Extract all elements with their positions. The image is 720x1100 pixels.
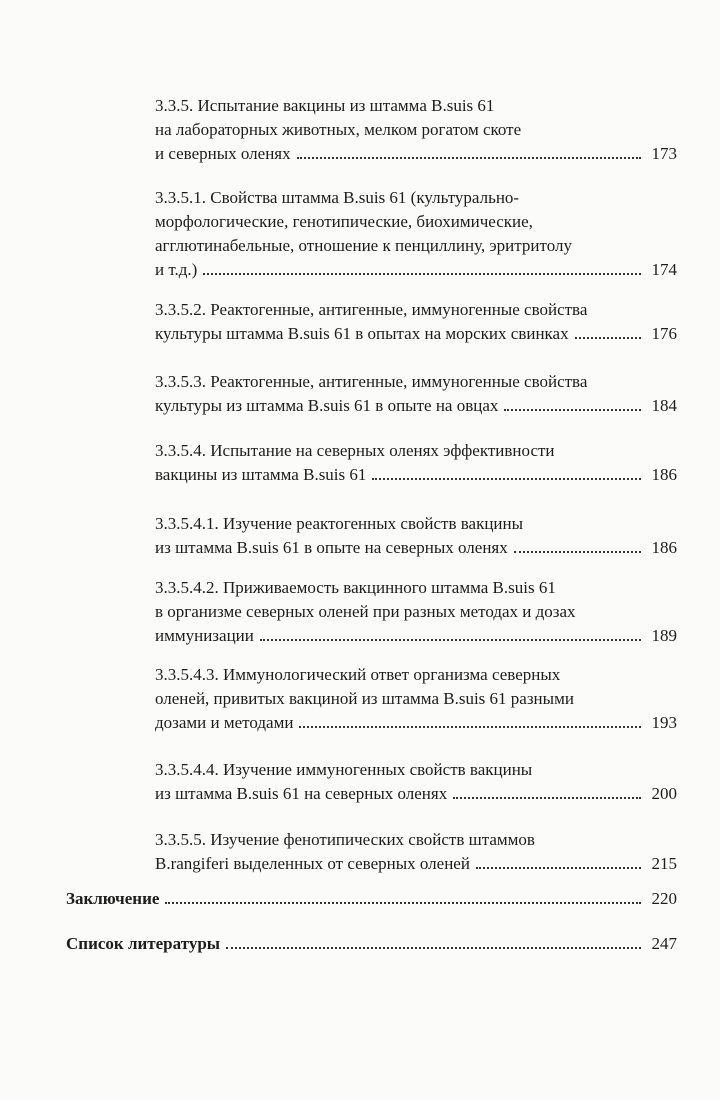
dot-leader <box>203 273 641 275</box>
toc-entry-title: Заключение <box>66 889 160 908</box>
toc-entry-line <box>155 322 677 346</box>
dot-leader <box>165 902 641 904</box>
toc-entry-line <box>155 576 677 600</box>
dot-leader <box>504 409 641 411</box>
toc-entry <box>155 828 677 876</box>
page-number: 184 <box>651 396 677 415</box>
toc-entry-title: вакцины из штамма B.suis 61 <box>155 465 367 484</box>
toc-entry-title: 3.3.5.4.1. Изучение реактогенных свойств вакцины <box>155 514 524 533</box>
toc-entry-title: B.rangiferi выделенных от северных оленей <box>155 854 470 873</box>
dot-leader <box>260 639 641 641</box>
toc-entry <box>155 512 677 560</box>
dot-leader <box>453 797 641 799</box>
page-number: 174 <box>651 260 677 279</box>
toc-entry-title: 3.3.5.2. Реактогенные, антигенные, иммуногенные свойства <box>155 300 588 319</box>
toc-entry <box>155 663 677 735</box>
toc-entry-title: 3.3.5.5. Изучение фенотипических свойств штаммов <box>155 830 535 849</box>
toc-entry-line <box>155 600 677 624</box>
toc-entry <box>66 887 677 911</box>
toc-entry-line <box>155 687 677 711</box>
toc-entry-line <box>155 663 677 687</box>
toc-entry-line <box>155 536 677 560</box>
toc-entry-line <box>155 142 677 166</box>
toc-entry-line <box>155 512 677 536</box>
toc-entry-title: культуры штамма B.suis 61 в опытах на морских свинках <box>155 324 569 343</box>
toc-entry-title: морфологические, генотипические, биохимические, <box>155 212 533 231</box>
page-number: 186 <box>651 465 677 484</box>
toc-entry-line <box>155 758 677 782</box>
toc-entry-title: и т.д.) <box>155 260 198 279</box>
toc-entry-line <box>66 887 677 911</box>
page-number: 247 <box>651 934 677 953</box>
toc-entry-line <box>155 828 677 852</box>
dot-leader <box>575 337 641 339</box>
toc-entry-line <box>155 711 677 735</box>
toc-entry-line <box>155 94 677 118</box>
toc-entry-line <box>155 439 677 463</box>
page-number: 200 <box>651 784 677 803</box>
dot-leader <box>476 867 641 869</box>
toc-entry <box>155 94 677 166</box>
toc-entry <box>155 298 677 346</box>
toc-entry-title: и северных оленях <box>155 144 291 163</box>
toc-entry-title: из штамма B.suis 61 на северных оленях <box>155 784 448 803</box>
page-number: 220 <box>651 889 677 908</box>
toc-entry-title: на лабораторных животных, мелком рогатом скоте <box>155 120 522 139</box>
toc-entry-line <box>155 394 677 418</box>
toc-entry-line <box>155 463 677 487</box>
toc-entry <box>155 576 677 648</box>
toc-entry-title: оленей, привитых вакциной из штамма B.suis 61 разными <box>155 689 574 708</box>
toc-entry-title: 3.3.5.4.3. Иммунологический ответ организма северных <box>155 665 561 684</box>
toc-entry-title: 3.3.5.4.4. Изучение иммуногенных свойств вакцины <box>155 760 533 779</box>
page-number: 193 <box>651 713 677 732</box>
toc-entry-line <box>155 234 677 258</box>
page-number: 173 <box>651 144 677 163</box>
toc-entry <box>155 439 677 487</box>
toc-entry-title: агглютинабельные, отношение к пенциллину, эритритолу <box>155 236 572 255</box>
dot-leader <box>514 551 641 553</box>
toc-entry-line <box>155 210 677 234</box>
toc-entry-line <box>66 932 677 956</box>
toc-entry-line <box>155 370 677 394</box>
toc-entry-line <box>155 782 677 806</box>
toc-entry-title: иммунизации <box>155 626 254 645</box>
toc-entry-line <box>155 298 677 322</box>
toc-entry-title: 3.3.5.4.2. Приживаемость вакцинного штамма B.suis 61 <box>155 578 556 597</box>
dot-leader <box>299 726 641 728</box>
dot-leader <box>297 157 641 159</box>
toc-entry <box>66 932 677 956</box>
toc-entry-line <box>155 118 677 142</box>
toc-entry-title: в организме северных оленей при разных методах и дозах <box>155 602 576 621</box>
page-number: 176 <box>651 324 677 343</box>
page-number: 215 <box>651 854 677 873</box>
toc-entry-line <box>155 852 677 876</box>
toc-entry-title: 3.3.5.3. Реактогенные, антигенные, иммуногенные свойства <box>155 372 588 391</box>
toc-entry <box>155 370 677 418</box>
toc-entry-line <box>155 624 677 648</box>
toc-entry-line <box>155 258 677 282</box>
toc-entry-title: культуры из штамма B.suis 61 в опыте на овцах <box>155 396 499 415</box>
toc-entry-title: дозами и методами <box>155 713 294 732</box>
toc-entry-title: 3.3.5.4. Испытание на северных оленях эффективности <box>155 441 555 460</box>
page-number: 186 <box>651 538 677 557</box>
page-number: 189 <box>651 626 677 645</box>
dot-leader <box>372 478 641 480</box>
toc-entry-title: из штамма B.suis 61 в опыте на северных оленях <box>155 538 508 557</box>
toc-entry-title: 3.3.5.1. Свойства штамма B.suis 61 (культурально- <box>155 188 520 207</box>
toc-entry <box>155 186 677 282</box>
dot-leader <box>226 947 641 949</box>
toc-entry-title: Список литературы <box>66 934 221 953</box>
toc-entry-line <box>155 186 677 210</box>
toc-entry-title: 3.3.5. Испытание вакцины из штамма B.suis 61 <box>155 96 495 115</box>
toc-entry <box>155 758 677 806</box>
